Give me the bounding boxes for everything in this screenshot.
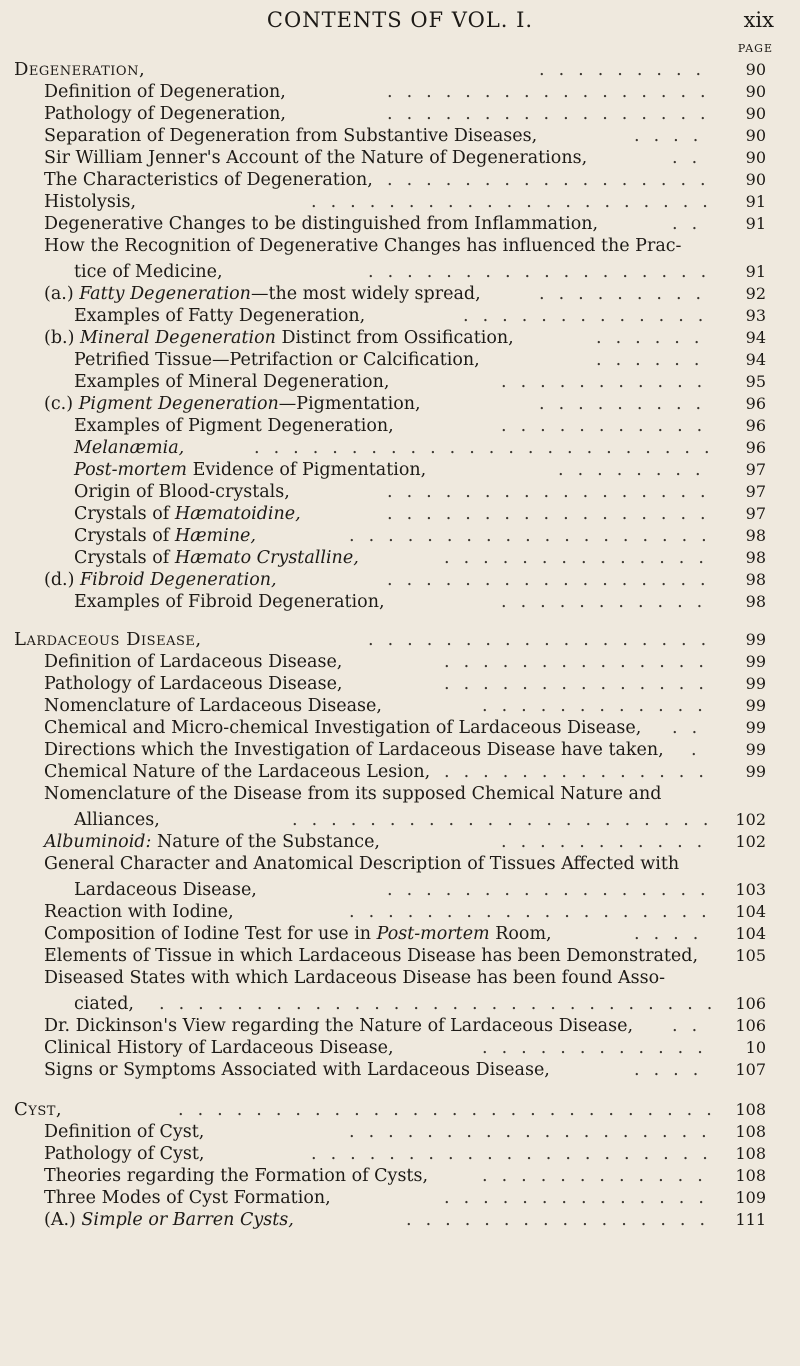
entry-title xyxy=(44,233,681,259)
toc-entry xyxy=(0,1207,800,1233)
entry-title xyxy=(44,1207,294,1233)
entry-text: (a.) xyxy=(44,284,80,304)
entry-text: Chemical and Micro-chemical Investigation of Lardaceous Disease, xyxy=(44,718,642,738)
entry-text: Pathology of Degeneration, xyxy=(44,104,286,124)
entry-text: Separation of Degeneration from Substantive Diseases, xyxy=(44,126,538,146)
entry-italic-text: Fatty Degeneration xyxy=(79,284,251,304)
entry-text: Directions which the Investigation of Lardaceous Disease have taken, xyxy=(44,740,664,760)
entry-text: Sir William Jenner's Account of the Nature of Degenerations, xyxy=(44,148,588,168)
entry-text: Dr. Dickinson's View regarding the Nature of Lardaceous Disease, xyxy=(44,1016,634,1036)
entry-italic-text: Hæmato Crystalline, xyxy=(174,548,359,568)
entry-text: Examples of Fibroid Degeneration, xyxy=(74,592,385,612)
entry-page-number: 99 xyxy=(745,718,766,737)
entry-text: (c.) xyxy=(44,394,79,414)
entry-text: Nomenclature of the Disease from its supposed Chemical Nature and xyxy=(44,784,662,804)
entry-italic-text: Simple or Barren Cysts, xyxy=(81,1210,294,1230)
entry-text: Definition of Cyst, xyxy=(44,1122,205,1142)
entry-italic-text: Hæmine, xyxy=(174,526,256,546)
leader-dots: . xyxy=(691,740,711,760)
leader-dots: ......... xyxy=(539,60,716,80)
entry-trailing-text: Distinct from Ossification, xyxy=(275,328,514,348)
entry-text: Cyst, xyxy=(14,1099,63,1120)
entry-text: ciated, xyxy=(74,994,134,1014)
leader-dots: ............ xyxy=(482,696,717,716)
toc-entry xyxy=(0,1057,800,1083)
leader-dots: ................... xyxy=(349,1122,721,1142)
entry-text: tice of Medicine, xyxy=(74,262,223,282)
entry-italic-text: Pigment Degeneration xyxy=(78,394,279,414)
entry-page-number: 98 xyxy=(745,570,766,589)
entry-trailing-text: —Pigmentation, xyxy=(278,394,421,414)
entry-text: Degenerative Changes to be distinguished from Inflammation, xyxy=(44,214,599,234)
leader-dots: ................... xyxy=(349,902,721,922)
entry-text: Examples of Pigment Degeneration, xyxy=(74,416,394,436)
entry-text: Pathology of Cyst, xyxy=(44,1144,205,1164)
entry-italic-text: Mineral Degeneration xyxy=(79,328,276,348)
leader-dots: ........... xyxy=(501,592,717,612)
leader-dots: ........................ xyxy=(254,438,724,458)
entry-text: Histolysis, xyxy=(44,192,137,212)
entry-title xyxy=(44,781,661,807)
entry-title xyxy=(74,589,385,615)
leader-dots: .. xyxy=(672,148,712,168)
entry-page-number: 108 xyxy=(735,1166,766,1185)
entry-italic-text: Fibroid Degeneration, xyxy=(79,570,277,590)
entry-page-number: 92 xyxy=(745,284,766,303)
entry-page-number: 90 xyxy=(745,126,766,145)
entry-page-number: 90 xyxy=(745,104,766,123)
leader-dots: .............. xyxy=(444,548,718,568)
entry-title xyxy=(44,1057,550,1083)
entry-title xyxy=(44,965,665,991)
entry-italic-text: Albuminoid: xyxy=(44,832,152,852)
entry-page-number: 99 xyxy=(745,740,766,759)
leader-dots: ............................ xyxy=(178,1100,726,1120)
entry-text: Pathology of Lardaceous Disease, xyxy=(44,674,343,694)
entry-page-number: 90 xyxy=(745,60,766,79)
entry-title xyxy=(44,851,679,877)
entry-page-number: 108 xyxy=(735,1144,766,1163)
leader-dots: ............ xyxy=(482,1166,717,1186)
entry-italic-text: Post-mortem xyxy=(376,924,490,944)
entry-text: The Characteristics of Degeneration, xyxy=(44,170,373,190)
leader-dots: .... xyxy=(634,1060,713,1080)
entry-page-number: 97 xyxy=(745,482,766,501)
entry-page-number: 104 xyxy=(735,924,766,943)
entry-page-number: 95 xyxy=(745,372,766,391)
entry-text: Crystals of xyxy=(74,526,175,546)
entry-text: (A.) xyxy=(44,1210,82,1230)
entry-text: Composition of Iodine Test for use in xyxy=(44,924,377,944)
entry-text: General Character and Anatomical Description of Tissues Affected with xyxy=(44,854,680,874)
toc-entry xyxy=(0,851,800,877)
entry-text: Definition of Lardaceous Disease, xyxy=(44,652,343,672)
entry-page-number: 99 xyxy=(745,674,766,693)
entry-text: Elements of Tissue in which Lardaceous Disease has been Demonstrated, xyxy=(44,946,699,966)
leader-dots: ...... xyxy=(596,350,714,370)
entry-page-number: 10 xyxy=(745,1038,766,1057)
entry-page-number: 105 xyxy=(735,946,766,965)
entry-page-number: 108 xyxy=(735,1100,766,1119)
entry-text: Clinical History of Lardaceous Disease, xyxy=(44,1038,394,1058)
entry-page-number: 90 xyxy=(745,148,766,167)
entry-text: Crystals of xyxy=(74,504,175,524)
entry-text: Degeneration, xyxy=(14,59,146,80)
entry-page-number: 96 xyxy=(745,394,766,413)
entry-text: (d.) xyxy=(44,570,80,590)
entry-text: Lardaceous Disease, xyxy=(14,629,202,650)
entry-page-number: 91 xyxy=(745,214,766,233)
entry-page-number: 99 xyxy=(745,762,766,781)
entry-page-number: 107 xyxy=(735,1060,766,1079)
entry-text: Examples of Mineral Degeneration, xyxy=(74,372,390,392)
leader-dots: .............. xyxy=(444,762,718,782)
page-column-label: PAGE xyxy=(737,42,773,55)
entry-text: Definition of Degeneration, xyxy=(44,82,286,102)
entry-page-number: 90 xyxy=(745,82,766,101)
page-title: CONTENTS OF VOL. I. xyxy=(266,8,534,32)
entry-text: Crystals of xyxy=(74,548,175,568)
entry-text: Alliances, xyxy=(74,810,160,830)
toc-entry xyxy=(0,965,800,991)
entry-page-number: 111 xyxy=(735,1210,766,1229)
leader-dots: ........... xyxy=(501,416,717,436)
leader-dots: ...................... xyxy=(292,810,723,830)
entry-page-number: 104 xyxy=(735,902,766,921)
entry-text: Three Modes of Cyst Formation, xyxy=(44,1188,331,1208)
leader-dots: .................. xyxy=(368,262,721,282)
leader-dots: .................. xyxy=(368,630,721,650)
toc-entry xyxy=(0,589,800,615)
leader-dots: ......... xyxy=(539,284,716,304)
entry-page-number: 99 xyxy=(745,630,766,649)
entry-text: Origin of Blood-crystals, xyxy=(74,482,290,502)
leader-dots: ................. xyxy=(387,104,720,124)
entry-trailing-text: Evidence of Pigmentation, xyxy=(187,460,427,480)
entry-page-number: 98 xyxy=(745,548,766,567)
leader-dots: ........ xyxy=(558,460,715,480)
entry-page-number: 106 xyxy=(735,1016,766,1035)
entry-page-number: 103 xyxy=(735,880,766,899)
leader-dots: ............. xyxy=(463,306,718,326)
entry-page-number: 109 xyxy=(735,1188,766,1207)
leader-dots: ..................... xyxy=(311,192,722,212)
entry-text: (b.) xyxy=(44,328,80,348)
entry-italic-text: Hæmatoidine, xyxy=(174,504,301,524)
leader-dots: ............ xyxy=(482,1038,717,1058)
leader-dots: .............. xyxy=(444,652,718,672)
entry-page-number: 99 xyxy=(745,696,766,715)
entry-text: Lardaceous Disease, xyxy=(74,880,257,900)
entry-trailing-text: Room, xyxy=(489,924,552,944)
leader-dots: .............. xyxy=(444,1188,718,1208)
leader-dots: ........... xyxy=(501,832,717,852)
entry-text: How the Recognition of Degenerative Changes has influenced the Prac- xyxy=(44,236,682,256)
entry-text: Reaction with Iodine, xyxy=(44,902,234,922)
toc-entry xyxy=(0,781,800,807)
entry-text: Nomenclature of Lardaceous Disease, xyxy=(44,696,382,716)
toc-entry xyxy=(0,233,800,259)
entry-page-number: 91 xyxy=(745,262,766,281)
leader-dots: ..................... xyxy=(311,1144,722,1164)
entry-page-number: 90 xyxy=(745,170,766,189)
entry-text: Theories regarding the Formation of Cysts, xyxy=(44,1166,429,1186)
entry-text: Chemical Nature of the Lardaceous Lesion, xyxy=(44,762,431,782)
leader-dots: ................. xyxy=(387,82,720,102)
entry-text: Petrified Tissue—Petrifaction or Calcification, xyxy=(74,350,480,370)
leader-dots: ................. xyxy=(387,570,720,590)
entry-page-number: 102 xyxy=(735,810,766,829)
leader-dots: .. xyxy=(672,1016,712,1036)
roman-page-number: xix xyxy=(743,8,774,32)
entry-text: Examples of Fatty Degeneration, xyxy=(74,306,366,326)
leader-dots: .. xyxy=(672,214,712,234)
entry-page-number: 96 xyxy=(745,438,766,457)
leader-dots: .... xyxy=(634,126,713,146)
entry-page-number: 106 xyxy=(735,994,766,1013)
entry-page-number: 98 xyxy=(745,592,766,611)
leader-dots: ......... xyxy=(539,394,716,414)
entry-page-number: 94 xyxy=(745,350,766,369)
leader-dots: ................. xyxy=(387,170,720,190)
entry-text: Signs or Symptoms Associated with Lardaceous Disease, xyxy=(44,1060,550,1080)
leader-dots: ........... xyxy=(501,372,717,392)
entry-page-number: 97 xyxy=(745,504,766,523)
leader-dots: ................. xyxy=(387,482,720,502)
leader-dots: ................ xyxy=(406,1210,720,1230)
entry-page-number: 94 xyxy=(745,328,766,347)
entry-text: Diseased States with which Lardaceous Disease has been found Asso- xyxy=(44,968,666,988)
entry-italic-text: Post-mortem xyxy=(74,460,188,480)
leader-dots: .... xyxy=(634,924,713,944)
leader-dots: ...... xyxy=(596,328,714,348)
entry-page-number: 98 xyxy=(745,526,766,545)
leader-dots: .............. xyxy=(444,674,718,694)
entry-page-number: 93 xyxy=(745,306,766,325)
leader-dots: ................. xyxy=(387,504,720,524)
entry-trailing-text: —the most widely spread, xyxy=(250,284,481,304)
leader-dots: ................... xyxy=(349,526,721,546)
entry-page-number: 102 xyxy=(735,832,766,851)
entry-page-number: 108 xyxy=(735,1122,766,1141)
leader-dots: ................. xyxy=(387,880,720,900)
entry-page-number: 91 xyxy=(745,192,766,211)
leader-dots: ............................. xyxy=(159,994,727,1014)
entry-page-number: 97 xyxy=(745,460,766,479)
entry-page-number: 99 xyxy=(745,652,766,671)
entry-trailing-text: Nature of the Substance, xyxy=(151,832,380,852)
entry-page-number: 96 xyxy=(745,416,766,435)
leader-dots: .. xyxy=(672,718,712,738)
entry-italic-text: Melanæmia, xyxy=(74,438,185,458)
